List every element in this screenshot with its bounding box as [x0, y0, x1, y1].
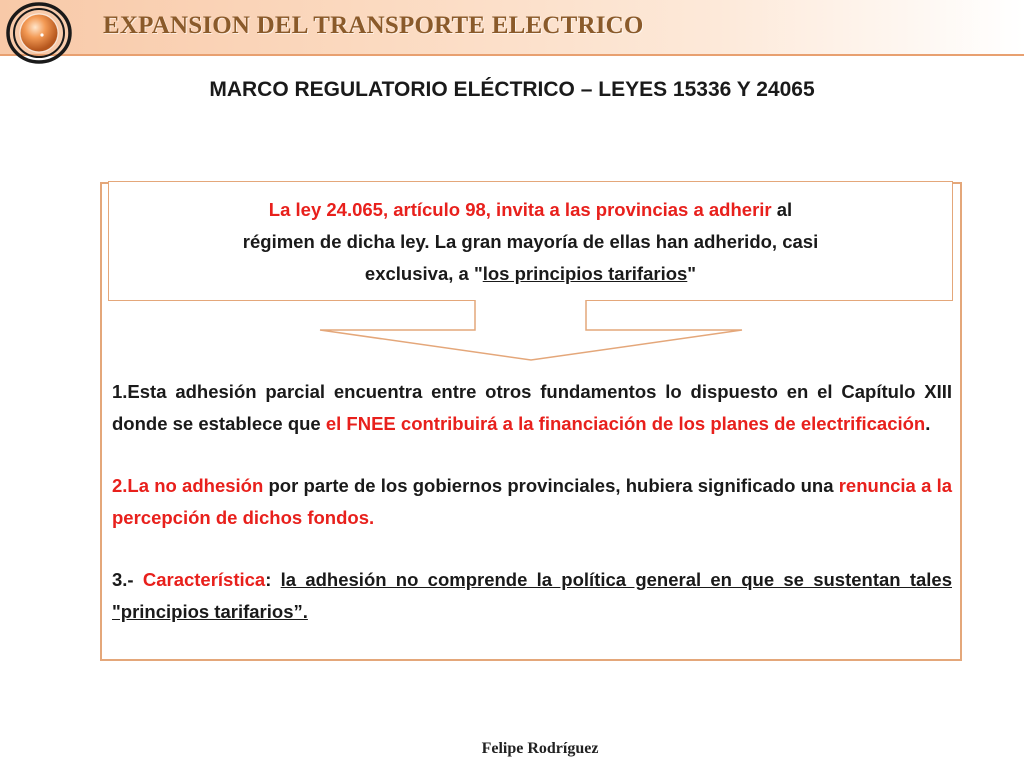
orange-sphere-logo-icon — [6, 2, 72, 64]
point-3-underlined: la adhesión no comprende la política general en que se sustentan tales "principios tarifarios”. — [112, 569, 952, 622]
point-1 — [112, 376, 952, 439]
intro-line3-prefix: exclusiva, a " — [364, 263, 483, 284]
intro-al: al — [771, 199, 793, 220]
intro-line2: régimen de dicha ley. La gran mayoría de ellas han adherido, casi — [242, 231, 819, 252]
down-arrow-icon — [318, 300, 744, 362]
intro-line3-suffix: " — [687, 263, 697, 284]
point-3 — [112, 564, 952, 627]
point-2-highlight-b: renuncia a la percepción de dichos fondos. — [112, 475, 953, 528]
point-2 — [112, 470, 952, 533]
point-1-text: 1.Esta adhesión parcial encuentra entre otros fundamentos lo dispuesto en el Capítulo XIII donde se establece que — [112, 381, 952, 434]
footer-author: Felipe Rodríguez — [481, 740, 599, 757]
point-1-end: . — [925, 412, 931, 434]
point-1-highlight: el FNEE contribuirá a la financiación de los planes de electrificación — [325, 412, 926, 434]
intro-text — [109, 194, 952, 290]
intro-principios-link: los principios tarifarios — [482, 263, 688, 284]
header-title: EXPANSION DEL TRANSPORTE ELECTRICO — [103, 12, 644, 39]
intro-box — [108, 181, 953, 301]
point-3-colon: : — [265, 569, 281, 590]
point-2-text: por parte de los gobiernos provinciales, hubiera significado una — [263, 475, 839, 496]
point-3-number: 3.- — [112, 569, 143, 590]
point-3-highlight: Característica — [142, 569, 266, 590]
point-2-highlight-a: 2.La no adhesión — [112, 475, 264, 496]
slide-title: MARCO REGULATORIO ELÉCTRICO – LEYES 15336 Y 24065 — [209, 78, 815, 101]
points-list — [112, 376, 952, 658]
intro-highlight: La ley 24.065, artículo 98, invita a las provincias a adherir — [268, 199, 772, 220]
